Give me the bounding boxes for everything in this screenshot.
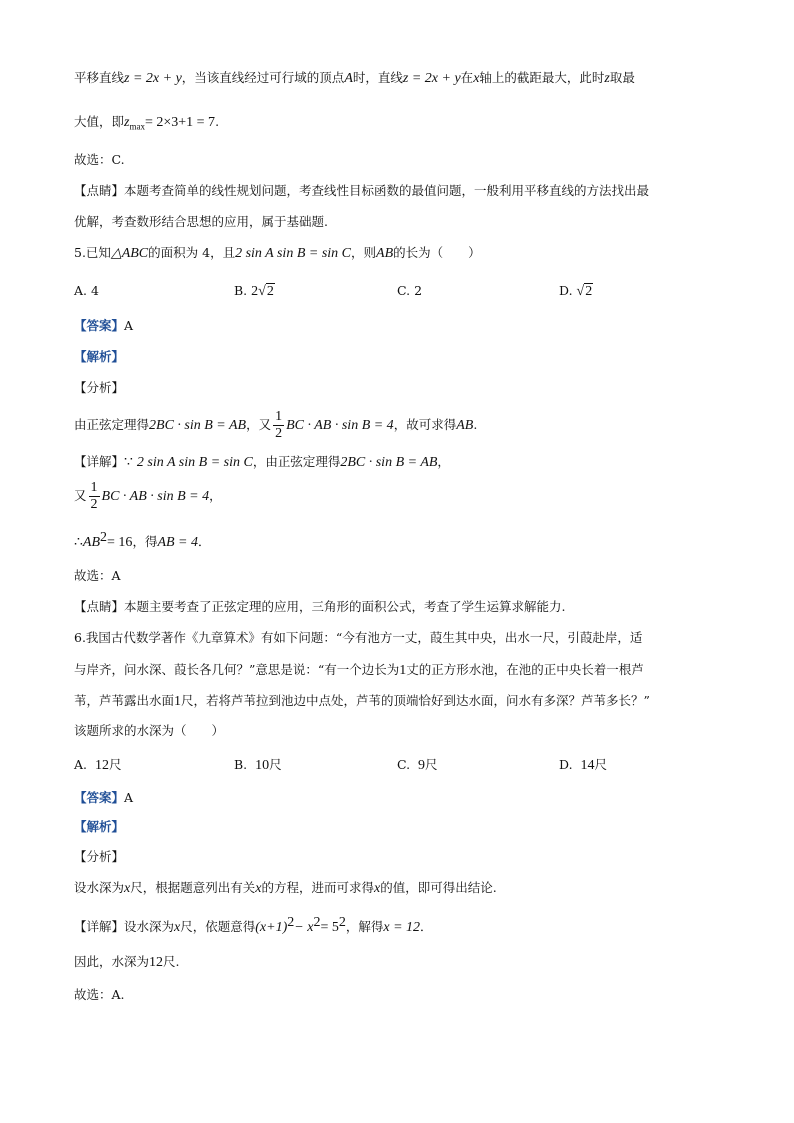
superscript: 2 (100, 530, 108, 545)
section-tag: 【点睛】 (74, 599, 125, 614)
text-line (74, 112, 219, 137)
math: AB (82, 535, 101, 551)
text: 本题考查简单的线性规划问题，考查线性目标函数的最值问题，一般利用平移直线的方法找出最 (124, 183, 650, 198)
text: 的方程，进而可求得 (261, 880, 374, 895)
text: ，由正弦定理得 (252, 454, 341, 469)
option-a: A. 4 (74, 283, 99, 298)
answer-line (74, 788, 133, 808)
text: 尺. (163, 954, 180, 969)
math: 12 (94, 758, 109, 773)
text: 又 (74, 488, 87, 503)
unit: 尺 (269, 757, 282, 772)
text-line (74, 528, 211, 553)
text: ， (209, 488, 222, 503)
text-line (74, 952, 180, 973)
math: BC · AB · sin B = 4 (101, 489, 210, 504)
superscript: 2 (287, 915, 295, 930)
text: ，得 (132, 534, 158, 550)
text: 设水深为 (124, 919, 175, 935)
math: 1 (174, 694, 182, 709)
superscript: 2 (313, 915, 321, 930)
text: ，则 (351, 245, 377, 260)
option-label: B. (234, 757, 248, 772)
answer-tag: 【答案】 (74, 790, 125, 805)
text: 的长为（ ） (393, 245, 481, 260)
math: = 16 (107, 535, 133, 551)
option-b (234, 281, 275, 302)
math: 2 sin A sin B = sin C (235, 246, 351, 261)
text: ，解得 (345, 919, 384, 935)
text-line (74, 479, 222, 514)
text-line (74, 408, 477, 443)
math: x (174, 920, 181, 936)
option-label: D. (559, 283, 573, 298)
math: = 5 (320, 920, 339, 936)
answer-line (74, 316, 133, 336)
question-5 (74, 243, 481, 264)
text: 与岸齐，问水深、葭长各几何？”意思是说：“有一个边长为 (74, 662, 400, 677)
math: BC · AB · sin B = 4 (286, 418, 394, 433)
math: ∴ (74, 535, 83, 551)
text-line (74, 181, 649, 201)
unit: 尺 (425, 757, 438, 772)
radicand: 2 (266, 284, 274, 299)
question-6: 6.我国古代数学著作《九章算术》有如下问题：“今有池方一丈，葭生其中央，出水一尺，引葭赴岸，适 (74, 630, 643, 645)
numerator: 1 (275, 409, 283, 424)
text: 时，直线 (352, 70, 403, 85)
answer-value: A (124, 318, 134, 333)
text: ，故可求得 (393, 417, 457, 432)
text: . (215, 114, 220, 129)
math: 1 (399, 663, 407, 678)
unit: 尺 (108, 757, 122, 772)
text-line: 该题所求的水深为（ ） (74, 723, 225, 738)
math: z = 2x + y (402, 71, 461, 86)
text-line (74, 452, 450, 473)
math: (x+1) (255, 920, 288, 936)
text: 轴上的截距最大，此时 (479, 70, 605, 85)
option-b (234, 755, 282, 776)
text-line (74, 660, 644, 681)
text-line: 优解，考查数形结合思想的应用，属于基础题. (74, 214, 328, 229)
text-line: 故选：A. (74, 987, 125, 1002)
math: AB (456, 418, 474, 433)
math: 2√2 (251, 284, 274, 299)
math: △ABC (110, 246, 149, 261)
text: 因此，水深为 (74, 954, 150, 969)
text: 取最 (609, 70, 635, 85)
answer-tag: 【答案】 (74, 318, 125, 333)
option-label: B. (234, 283, 248, 298)
text: 的面积为 4，且 (148, 245, 236, 260)
text: 本题主要考查了正弦定理的应用，三角形的面积公式，考查了学生运算求解能力. (124, 599, 566, 614)
text: ， (437, 454, 450, 469)
denominator: 2 (90, 497, 98, 512)
text-line (74, 691, 650, 712)
option-c (397, 755, 438, 776)
section-tag: 【分析】 (74, 849, 125, 864)
text: 尺，若将芦苇拉到池边中点处，芦苇的顶端恰好到达水面，问水有多深？芦苇多长？” (181, 693, 650, 708)
option-label: A. (74, 757, 88, 772)
text-line (74, 913, 433, 938)
math: 2BC · sin B = AB (340, 455, 438, 470)
text-line (74, 878, 497, 899)
text-line: 故选：A (74, 568, 121, 583)
math: 12 (149, 955, 164, 970)
text: ，又 (246, 417, 272, 432)
text: 苇，芦苇露出水面 (74, 693, 175, 708)
text: ． (420, 919, 433, 935)
math: = 2×3+1 = 7 (144, 115, 216, 130)
text: 设水深为 (74, 880, 125, 895)
option-label: C. (397, 757, 411, 772)
answer-value: A (124, 790, 134, 805)
section-tag: 【详解】 (74, 454, 125, 469)
numerator: 1 (90, 480, 98, 495)
text: 平移直线 (74, 70, 125, 85)
section-tag: 【详解】 (74, 919, 125, 935)
math: x (255, 881, 262, 896)
math: x = 12 (383, 920, 421, 936)
math: z (124, 115, 130, 130)
analysis-tag: 【解析】 (74, 819, 125, 834)
math: 10 (255, 758, 270, 773)
math: z (604, 71, 610, 86)
text: 大值，即 (74, 114, 125, 129)
text: ． (198, 534, 211, 550)
math: x (473, 71, 480, 86)
option-d (559, 281, 593, 302)
math: A (344, 71, 353, 86)
option-label: D. (559, 757, 573, 772)
unit: 尺 (594, 757, 608, 772)
fraction (89, 480, 100, 513)
math: x (124, 881, 131, 896)
text-line (74, 68, 635, 89)
text-line (74, 597, 566, 617)
math: 2 sin A sin B = sin C (136, 455, 253, 470)
math: z = 2x + y (124, 71, 182, 86)
option-c: C. 2 (397, 283, 423, 298)
section-tag: 【点睛】 (74, 183, 125, 198)
math: ∵ (124, 455, 133, 470)
analysis-tag: 【解析】 (74, 349, 125, 364)
section-tag: 【分析】 (74, 380, 125, 395)
superscript: 2 (338, 915, 346, 930)
math: √2 (576, 284, 593, 299)
math: − x (294, 920, 314, 936)
text: 丈的正方形水池，在池的正中央长着一根芦 (406, 662, 644, 677)
denominator: 2 (275, 426, 283, 441)
text: 由正弦定理得 (74, 417, 150, 432)
fraction (273, 409, 284, 442)
text: 的值，即可得出结论. (380, 880, 497, 895)
text: 5.已知 (74, 245, 111, 260)
coefficient: 2 (251, 284, 259, 299)
radicand: 2 (585, 284, 593, 299)
math: x (373, 881, 381, 896)
text: . (473, 417, 478, 432)
math: AB = 4 (157, 535, 199, 551)
option-d (559, 755, 607, 776)
text-line: 故选：C. (74, 152, 125, 167)
math: AB (376, 246, 394, 261)
math: 9 (418, 758, 426, 773)
math: 2BC · sin B = AB (149, 418, 247, 433)
text: ，当该直线经过可行域的顶点 (181, 70, 345, 85)
subscript: max (129, 121, 145, 132)
option-a (74, 755, 121, 776)
text: 在 (460, 70, 474, 85)
text: 尺，依题意得 (180, 919, 256, 935)
text: 尺，根据题意列出有关 (130, 880, 256, 895)
math: 14 (580, 758, 595, 773)
